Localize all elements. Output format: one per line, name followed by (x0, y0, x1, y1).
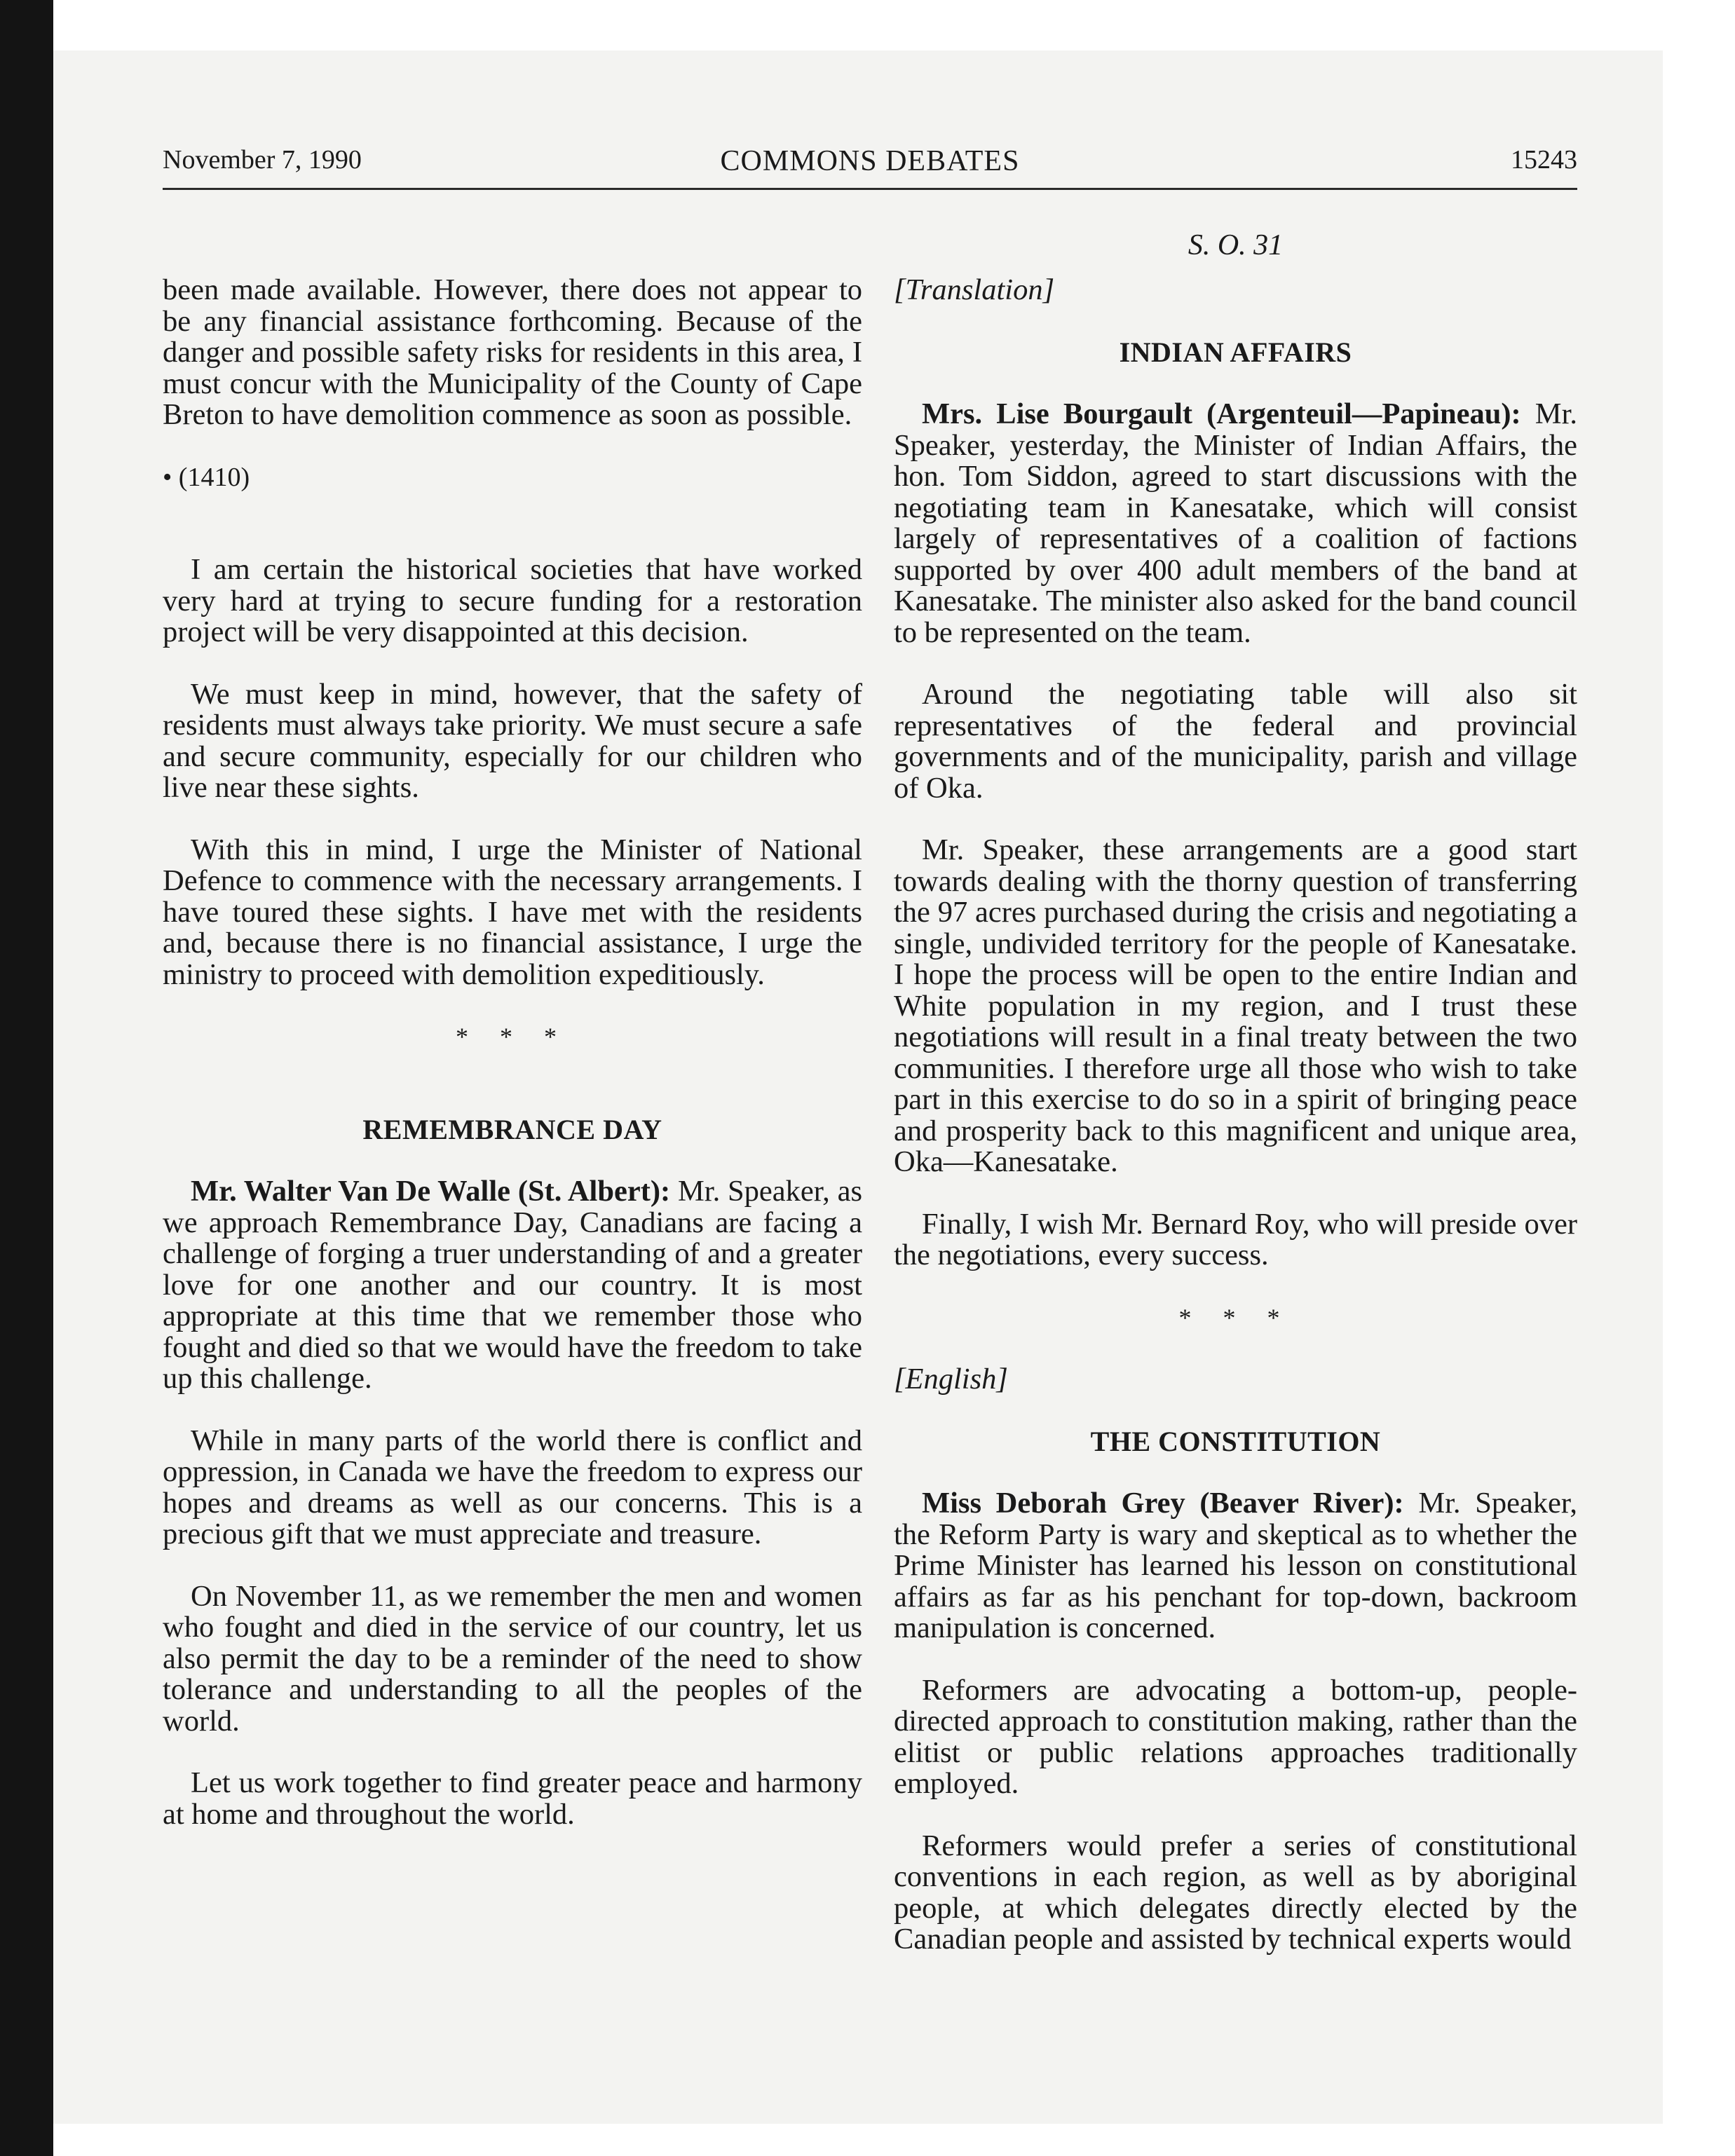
paragraph: On November 11, as we remember the men and women who fought and died in the service of our country, let us also permit the day to be a reminder of the need to show tolerance and understanding to all the peoples of the world. (163, 1579, 862, 1738)
speaker-name: Mrs. Lise Bourgault (Argenteuil—Papineau): (922, 397, 1521, 430)
paragraph: Reformers are advocating a bottom-up, people-directed approach to constitution making, rather than the elitist or public relations approaches traditionally employed. (894, 1673, 1577, 1800)
header-date: November 7, 1990 (163, 145, 362, 175)
paragraph: We must keep in mind, however, that the safety of residents must always take priority. We must secure a safe and secure community, especially for our children who live near these sights. (163, 677, 862, 804)
left-column (163, 275, 862, 1830)
paragraph: Mr. Speaker, these arrangements are a good start towards dealing with the thorny question of transferring the 97 acres purchased during the crisis and negotiating a single, undivided territory for the people of Kanesatake. I hope the process will be open to the entire Indian and White population in my region, and I trust these negotiations will result in a final treaty between the two communities. I therefore urge all those who wish to take part in this exercise to do so in a spirit of bringing peace and prosperity back to this magnificent and unique area, Oka—Kanesatake. (894, 833, 1577, 1178)
paragraph: been made available. However, there does not appear to be any financial assistance forthcoming. Because of the danger and possible safety risks for residents in this area, I must concur with the Municipality of the County of Cape Breton to have demolition commence as soon as possible. (163, 273, 862, 431)
speech-text: Mr. Speaker, as we approach Remembrance Day, Canadians are facing a challenge of forging a truer understanding of and a greater love for one another and our country. It is most appropriate at this time that we remember those who fought and died so that we would have the freedom to take up this challenge. (163, 1175, 862, 1395)
paragraph: While in many parts of the world there is conflict and oppression, in Canada we have the freedom to express our hopes and dreams as well as our concerns. This is a precious gift that we must appreciate and treasure. (163, 1424, 862, 1550)
speech-paragraph (163, 1176, 862, 1395)
header-rule (163, 188, 1577, 190)
section-heading: REMEMBRANCE DAY (362, 1113, 662, 1145)
section-heading: THE CONSTITUTION (1090, 1425, 1381, 1457)
paragraph: Reformers would prefer a series of constitutional conventions in each region, as well as by aboriginal people, at which delegates directly elected by the Canadian people and assisted by technical experts would (894, 1829, 1577, 1956)
section-separator: * * * (456, 1023, 569, 1051)
paragraph: Finally, I wish Mr. Bernard Roy, who will preside over the negotiations, every success. (894, 1207, 1577, 1271)
paragraph: Let us work together to find greater peace and harmony at home and throughout the world. (163, 1766, 862, 1831)
speech-text: Mr. Speaker, yesterday, the Minister of Indian Affairs, the hon. Tom Siddon, agreed to start discussions with the negotiating team in Kanesatake, which will consist largely of representatives of a coalition of factions supported by over 400 adult members of the band at Kanesatake. The minister also asked for the band council to be represented on the team. (894, 397, 1577, 649)
language-tag: [English] (894, 1363, 1008, 1396)
page-number: 15243 (1511, 145, 1577, 175)
speaker-name: Mr. Walter Van De Walle (St. Albert): (191, 1175, 671, 1208)
speech-text: Mr. Speaker, the Reform Party is wary and skeptical as to whether the Prime Minister has learned his lesson on constitutional affairs as far as his penchant for top-down, backroom manipulation is concerned. (894, 1487, 1577, 1644)
scan-border (0, 0, 53, 2156)
page-header (163, 144, 1577, 186)
time-marker: • (1410) (163, 462, 250, 492)
section-heading: INDIAN AFFAIRS (1119, 336, 1352, 368)
paragraph: I am certain the historical societies that have worked very hard at trying to secure funding for a restoration project will be very disappointed at this decision. (163, 553, 862, 648)
paragraph: With this in mind, I urge the Minister of National Defence to commence with the necessary arrangements. I have toured these sights. I have met with the residents and, because there is no financial assistance, I urge the ministry to proceed with demolition expeditiously. (163, 833, 862, 991)
speaker-name: Miss Deborah Grey (Beaver River): (922, 1487, 1404, 1520)
translation-tag: [Translation] (894, 273, 1055, 306)
paragraph: Around the negotiating table will also sit representatives of the federal and provincial governments and of the municipality, parish and village of Oka. (894, 678, 1577, 805)
speech-paragraph (894, 399, 1577, 648)
section-tag: S. O. 31 (1188, 229, 1284, 261)
speech-paragraph (894, 1488, 1577, 1644)
header-title: COMMONS DEBATES (720, 145, 1020, 177)
section-separator: * * * (1178, 1303, 1293, 1332)
right-column (894, 275, 1577, 1956)
